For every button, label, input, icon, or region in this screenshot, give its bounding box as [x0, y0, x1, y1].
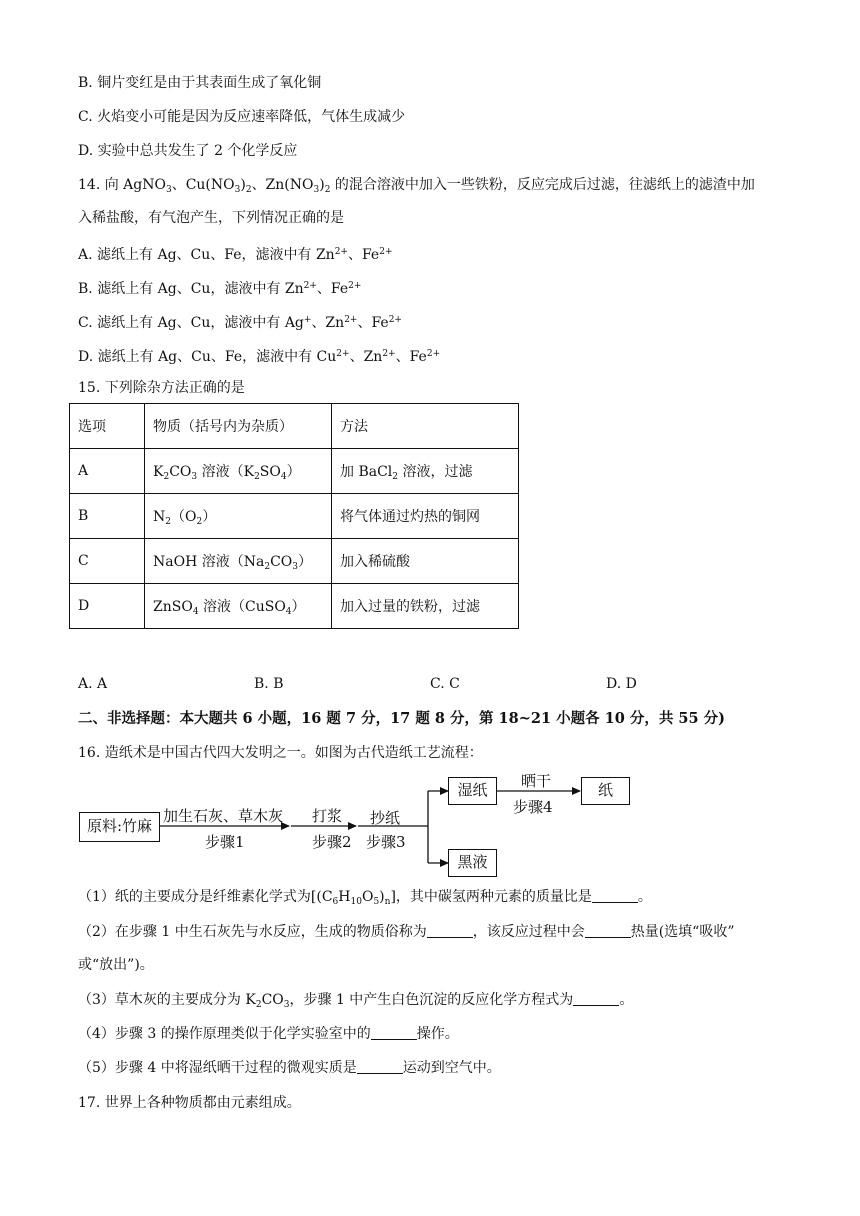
q14-stem-line2: 入稀盐酸，有气泡产生，下列情况正确的是	[78, 210, 344, 226]
table-cell: ZnSO$_4$ 溶液（CuSO$_4$）	[145, 584, 332, 629]
step1-reagent-label: 加生石灰、草木灰	[163, 807, 284, 825]
answer-blank[interactable]	[585, 923, 631, 938]
table-cell: C	[70, 539, 145, 584]
table-cell: 将气体通过灼热的铜网	[332, 494, 519, 539]
q13-option-d: D. 实验中总共发生了 2 个化学反应	[78, 143, 298, 159]
q14-option-a: A. 滤纸上有 Ag、Cu、Fe，滤液中有 $Zn^{2+}$、$Fe^{2+}$	[78, 247, 393, 263]
paper-box: 纸	[581, 777, 630, 805]
section-heading: 二、非选择题：本大题共 6 小题，16 题 7 分，17 题 8 分，第 18~21 小题各 10 分，共 55 分)	[78, 710, 726, 727]
step3-action-label: 抄纸	[370, 809, 401, 827]
q14-option-c: C. 滤纸上有 Ag、Cu，滤液中有 Ag+、$Zn^{2+}$、$Fe^{2+}$	[78, 315, 402, 331]
q16-part2: （2）在步骤 1 中生石灰先与水反应，生成的物质俗称为 ，该反应过程中会 热量(选填“吸收”	[78, 924, 735, 940]
step2-action-label: 打浆	[312, 807, 343, 825]
q14-stem-rest: 的混合溶液中加入一些铁粉，反应完成后过滤，往滤纸上的滤渣中加	[334, 177, 755, 193]
q14-option-a-text: A. 滤纸上有 Ag、Cu、Fe，滤液中有 Zn	[78, 247, 335, 263]
table-cell: D	[70, 584, 145, 629]
table-row	[70, 584, 519, 629]
q14-stem-line1: 14. 向 AgNO$_3$、$Cu(NO_3)_2$、$Zn(NO_3)_2$ 的混合溶液中加入一些铁粉，反应完成后过滤，往滤纸上的滤渣中加	[78, 177, 755, 195]
choice-b: B. B	[254, 676, 284, 692]
table-cell: A	[70, 449, 145, 494]
raw-material-box: 原料:竹麻	[79, 812, 160, 842]
answer-blank[interactable]	[371, 1025, 417, 1040]
answer-blank[interactable]	[357, 1059, 403, 1074]
table-row	[70, 539, 519, 584]
q16-part4: （4）步骤 3 的操作原理类似于化学实验室中的 操作。	[78, 1026, 459, 1042]
table-header-cell: 物质（括号内为杂质）	[145, 404, 332, 449]
step4-action-label: 晒干	[521, 772, 552, 790]
q16-part1: （1）纸的主要成分是纤维素化学式为$[(C_6H_{10}O_5)_n]$，其中碳氢两种元素的质量比是 。	[78, 889, 652, 907]
table-row	[70, 494, 519, 539]
q15-table	[69, 403, 519, 629]
answer-blank[interactable]	[592, 888, 638, 903]
choice-a: A. A	[78, 676, 108, 692]
step1-label: 步骤1	[205, 833, 245, 851]
q14-option-d: D. 滤纸上有 Ag、Cu、Fe，滤液中有 $Cu^{2+}$、$Zn^{2+}$、$Fe^{2+}$	[78, 349, 441, 365]
table-header-cell: 方法	[332, 404, 519, 449]
wet-paper-box: 湿纸	[448, 777, 497, 805]
q13-option-c: C. 火焰变小可能是因为反应速率降低，气体生成减少	[78, 109, 406, 125]
step3-label: 步骤3	[366, 833, 406, 851]
q14-option-d-text: D. 滤纸上有 Ag、Cu、Fe，滤液中有 Cu	[78, 349, 337, 365]
table-row	[70, 449, 519, 494]
black-liquor-box: 黑液	[448, 849, 497, 877]
q13-option-b: B. 铜片变红是由于其表面生成了氧化铜	[78, 75, 322, 91]
choice-c: C. C	[430, 676, 460, 692]
table-cell: $K_2CO_3$ 溶液$(K_2SO_4)$	[145, 449, 332, 494]
answer-blank[interactable]	[427, 923, 473, 938]
answer-blank[interactable]	[573, 991, 619, 1006]
table-cell: 加入过量的铁粉，过滤	[332, 584, 519, 629]
choice-d: D. D	[606, 676, 637, 692]
table-cell: $N_2(O_2)$	[145, 494, 332, 539]
q16-stem: 16. 造纸术是中国古代四大发明之一。如图为古代造纸工艺流程：	[78, 745, 483, 761]
q17-stem: 17. 世界上各种物质都由元素组成。	[78, 1095, 301, 1111]
table-cell: 加入稀硫酸	[332, 539, 519, 584]
q16-part5: （5）步骤 4 中将湿纸晒干过程的微观实质是 运动到空气中。	[78, 1060, 501, 1076]
step2-label: 步骤2	[312, 833, 352, 851]
q14-option-b-text: B. 滤纸上有 Ag、Cu，滤液中有 Zn	[78, 281, 304, 297]
q16-part2-cont: 或“放出”)。	[78, 957, 154, 973]
q15-stem: 15. 下列除杂方法正确的是	[78, 380, 245, 396]
table-header-row	[70, 404, 519, 449]
q16-part3: （3）草木灰的主要成分为 $K_2CO_3$，步骤 1 中产生白色沉淀的反应化学方程式为 。	[78, 992, 634, 1010]
table-cell: 加 BaCl$_2$ 溶液，过滤	[332, 449, 519, 494]
q14-option-c-text: C. 滤纸上有 Ag、Cu，滤液中有 Ag	[78, 315, 304, 331]
table-cell: B	[70, 494, 145, 539]
table-cell: NaOH 溶液$(Na_2CO_3)$	[145, 539, 332, 584]
q14-stem-prefix: 14. 向 AgNO	[78, 177, 166, 193]
table-header-cell: 选项	[70, 404, 145, 449]
q14-option-b: B. 滤纸上有 Ag、Cu，滤液中有 $Zn^{2+}$、$Fe^{2+}$	[78, 281, 362, 297]
step4-label: 步骤4	[513, 798, 553, 816]
